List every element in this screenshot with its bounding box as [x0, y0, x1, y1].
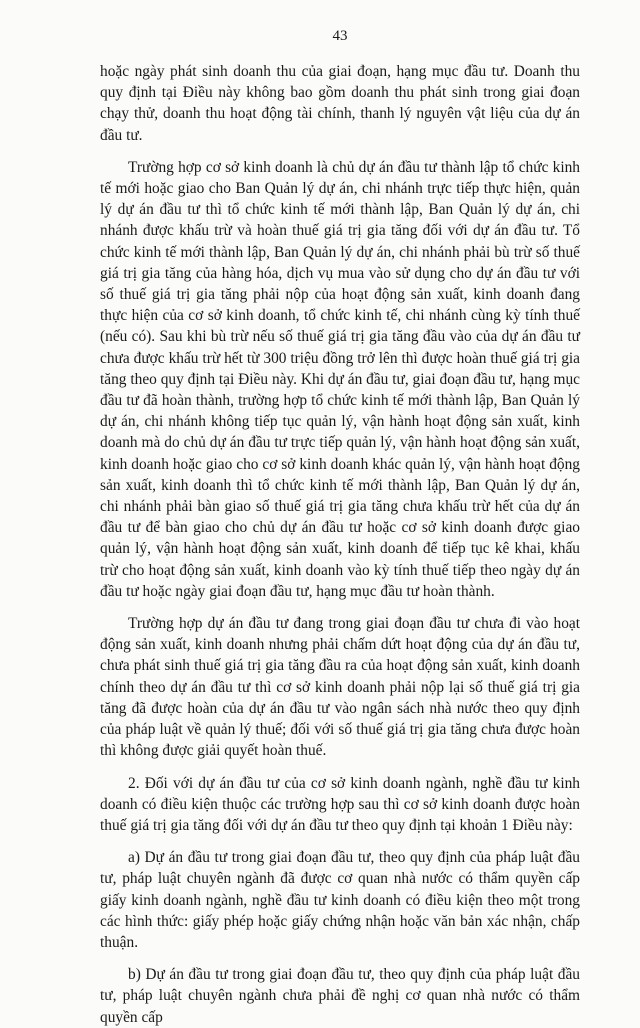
paragraph-4: 2. Đối với dự án đầu tư của cơ sở kinh doanh ngành, nghề đầu tư kinh doanh có điều kiện thuộc các trường hợp sau thì cơ sở kinh doanh được hoàn thuế giá trị gia tăng đối với dự án đầu tư theo quy định tại khoản 1 Điều này:: [100, 774, 580, 834]
paragraph-5: a) Dự án đầu tư trong giai đoạn đầu tư, theo quy định của pháp luật đầu tư, pháp luật chuyên ngành đã được cơ quan nhà nước có thẩm quyền cấp giấy kinh doanh ngành, nghề đầu tư kinh doanh có điều kiện theo một trong các hình thức: giấy phép hoặc giấy chứng nhận hoặc văn bản xác nhận, chấp thuận.: [100, 849, 580, 951]
body-text: [100, 61, 580, 1028]
paragraph-2: Trường hợp cơ sở kinh doanh là chủ dự án đầu tư thành lập tổ chức kinh tế mới hoặc giao cho Ban Quản lý dự án, chi nhánh trực tiếp thực hiện, quản lý dự án đầu tư thì tổ chức kinh tế mới thành lập, Ban Quản lý dự án, chi nhánh được khấu trừ và hoàn thuế giá trị gia tăng đối với dự án đầu tư. Tổ chức kinh tế mới thành lập, Ban Quản lý dự án, chi nhánh phải bù trừ số thuế giá trị gia tăng của hàng hóa, dịch vụ mua vào sử dụng cho dự án đầu tư với số thuế giá trị gia tăng phải nộp của hoạt động sản xuất, kinh doanh đang thực hiện của cơ sở kinh doanh, tổ chức kinh tế, chi nhánh cùng kỳ tính thuế (nếu có). Sau khi bù trừ nếu số thuế giá trị gia tăng đầu vào của dự án đầu tư chưa được khấu trừ hết từ 300 triệu đồng trở lên thì được hoàn thuế giá trị gia tăng theo quy định tại Điều này. Khi dự án đầu tư, giai đoạn đầu tư, hạng mục đầu tư đã hoàn thành, trường hợp tổ chức kinh tế mới thành lập, Ban Quản lý dự án, chi nhánh không tiếp tục quản lý, vận hành hoạt động sản xuất, kinh doanh mà do chủ dự án đầu tư trực tiếp quản lý, vận hành hoạt động sản xuất, kinh doanh hoặc giao cho cơ sở kinh doanh khác quản lý, vận hành hoạt động sản xuất, kinh doanh thì tổ chức kinh tế mới thành lập, Ban Quản lý dự án, chi nhánh phải bàn giao số thuế giá trị gia tăng chưa khấu trừ hết của dự án đầu tư để bàn giao cho chủ dự án đầu tư hoặc cơ sở kinh doanh được giao quản lý, vận hành hoạt động sản xuất, kinh doanh để tiếp tục kê khai, khấu trừ cho hoạt động sản xuất, kinh doanh vào kỳ tính thuế tiếp theo ngày dự án đầu tư hoặc ngày giai đoạn đầu tư, hạng mục đầu tư hoàn thành.: [100, 158, 580, 600]
paragraph-3: Trường hợp dự án đầu tư đang trong giai đoạn đầu tư chưa đi vào hoạt động sản xuất, kinh doanh nhưng phải chấm dứt hoạt động của dự án đầu tư, chưa phát sinh thuế giá trị gia tăng đầu ra của hoạt động sản xuất, kinh doanh chính theo dự án đầu tư thì cơ sở kinh doanh phải nộp lại số thuế giá trị gia tăng đã được hoàn của dự án đầu tư vào ngân sách nhà nước theo quy định của pháp luật về quản lý thuế; đối với số thuế giá trị gia tăng chưa được hoàn thì không được giải quyết hoàn thuế.: [100, 615, 580, 760]
paragraph-6: b) Dự án đầu tư trong giai đoạn đầu tư, theo quy định của pháp luật đầu tư, pháp luật chuyên ngành chưa phải đề nghị cơ quan nhà nước có thẩm quyền cấp: [100, 966, 580, 1026]
paragraph-1: hoặc ngày phát sinh doanh thu của giai đoạn, hạng mục đầu tư. Doanh thu quy định tại Điều này không bao gồm doanh thu phát sinh trong giai đoạn chạy thử, doanh thu hoạt động tài chính, thanh lý nguyên vật liệu của dự án đầu tư.: [100, 63, 580, 144]
page-number: 43: [332, 28, 348, 44]
